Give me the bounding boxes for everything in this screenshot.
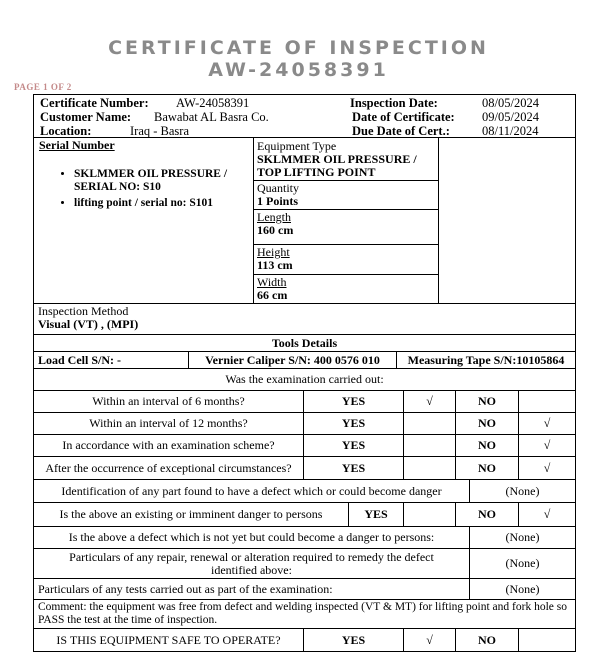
- repair-label: Particulars of any repair, renewal or alteration required to remedy the defect identified above:: [34, 549, 470, 579]
- serial-item: • SKLMMER OIL PRESSURE / SERIAL NO: S10: [74, 168, 253, 194]
- serial-list: [52, 168, 253, 213]
- length-label: Length: [257, 210, 291, 224]
- length-value: 160 cm: [257, 223, 294, 237]
- yes-check[interactable]: [404, 435, 456, 457]
- danger-yes-label: YES: [349, 503, 404, 527]
- no-check[interactable]: √: [519, 435, 575, 457]
- tests-value: (None): [470, 579, 575, 600]
- cert-number-label: Certificate Number:: [40, 96, 149, 110]
- quantity-label: Quantity: [257, 181, 299, 195]
- blank-cell: [439, 138, 575, 304]
- equipment-type-cell: [254, 138, 439, 181]
- comment-text: Comment: the equipment was free from defect and welding inspected (VT & MT) for lifting point and fork hole so PASS the test at the time of inspection.: [34, 600, 575, 629]
- inspection-method-label: Inspection Method: [38, 304, 129, 318]
- yes-label: YES: [304, 413, 404, 435]
- safe-no-check[interactable]: [519, 629, 575, 651]
- identification-label: Identification of any part found to have a defect which or could become danger: [34, 480, 470, 503]
- equipment-type-value: SKLMMER OIL PRESSURE / TOP LIFTING POINT: [257, 152, 417, 179]
- height-label: Height: [257, 245, 290, 259]
- future-danger-label: Is the above a defect which is not yet but could become a danger to persons:: [34, 527, 470, 549]
- tests-label: Particulars of any tests carried out as part of the examination:: [34, 579, 470, 600]
- width-cell: [254, 275, 439, 304]
- load-cell-serial: Load Cell S/N: -: [34, 352, 189, 369]
- quantity-cell: [254, 181, 439, 210]
- height-value: 113 cm: [257, 258, 293, 272]
- cert-date-value: 09/05/2024: [482, 110, 539, 124]
- location-label: Location:: [40, 124, 92, 138]
- measuring-tape-serial: Measuring Tape S/N:10105864: [397, 352, 575, 369]
- yes-label: YES: [304, 391, 404, 413]
- certificate-id-title: AW-24058391: [208, 59, 389, 81]
- danger-no-check[interactable]: √: [519, 503, 575, 527]
- safe-yes-label: YES: [304, 629, 404, 651]
- cert-date-label: Date of Certificate:: [352, 110, 455, 124]
- no-label: NO: [456, 391, 519, 413]
- yes-check[interactable]: [404, 413, 456, 435]
- vernier-caliper-serial: Vernier Caliper S/N: 400 0576 010: [189, 352, 397, 369]
- serial-item: • lifting point / serial no: S101: [74, 197, 253, 210]
- danger-no-label: NO: [456, 503, 519, 527]
- safe-yes-check[interactable]: √: [404, 629, 456, 651]
- exam-row-label: After the occurrence of exceptional circumstances?: [34, 457, 304, 480]
- yes-check[interactable]: √: [404, 391, 456, 413]
- location-value: Iraq - Basra: [130, 124, 189, 138]
- customer-value: Bawabat AL Basra Co.: [154, 110, 269, 124]
- danger-yes-check[interactable]: [404, 503, 456, 527]
- tools-heading: Tools Details: [34, 335, 575, 352]
- inspection-date-value: 08/05/2024: [482, 96, 539, 110]
- inspection-date-label: Inspection Date:: [350, 96, 438, 110]
- serial-heading: Serial Number: [39, 138, 115, 152]
- exam-row-label: In accordance with an examination scheme?: [34, 435, 304, 457]
- due-date-label: Due Date of Cert.:: [352, 124, 450, 138]
- exam-row-label: Within an interval of 12 months?: [34, 413, 304, 435]
- no-label: NO: [456, 457, 519, 480]
- exam-question: Was the examination carried out:: [34, 369, 575, 391]
- safe-no-label: NO: [456, 629, 519, 651]
- width-label: Width: [257, 275, 287, 289]
- inspection-method-value: Visual (VT) , (MPI): [38, 317, 139, 331]
- length-cell: [254, 210, 439, 245]
- info-block: [34, 95, 575, 138]
- no-check[interactable]: [519, 391, 575, 413]
- quantity-value: 1 Points: [257, 194, 299, 208]
- customer-label: Customer Name:: [40, 110, 132, 124]
- yes-label: YES: [304, 457, 404, 480]
- identification-value: (None): [470, 480, 575, 503]
- no-label: NO: [456, 435, 519, 457]
- yes-label: YES: [304, 435, 404, 457]
- equipment-type-label: Equipment Type: [257, 139, 337, 153]
- cert-number-value: AW-24058391: [176, 96, 250, 110]
- no-check[interactable]: √: [519, 457, 575, 480]
- danger-label: Is the above an existing or imminent danger to persons: [34, 503, 349, 527]
- repair-value: (None): [470, 549, 575, 579]
- height-cell: [254, 245, 439, 275]
- exam-row-label: Within an interval of 6 months?: [34, 391, 304, 413]
- certificate-form: [33, 94, 576, 652]
- serial-section: [34, 138, 254, 304]
- page-indicator: PAGE 1 OF 2: [14, 82, 72, 92]
- width-value: 66 cm: [257, 288, 288, 302]
- no-label: NO: [456, 413, 519, 435]
- inspection-method-cell: [34, 304, 575, 335]
- certificate-title: CERTIFICATE OF INSPECTION: [108, 37, 489, 59]
- future-danger-value: (None): [470, 527, 575, 549]
- safe-question: IS THIS EQUIPMENT SAFE TO OPERATE?: [34, 629, 304, 651]
- due-date-value: 08/11/2024: [482, 124, 539, 138]
- no-check[interactable]: √: [519, 413, 575, 435]
- yes-check[interactable]: [404, 457, 456, 480]
